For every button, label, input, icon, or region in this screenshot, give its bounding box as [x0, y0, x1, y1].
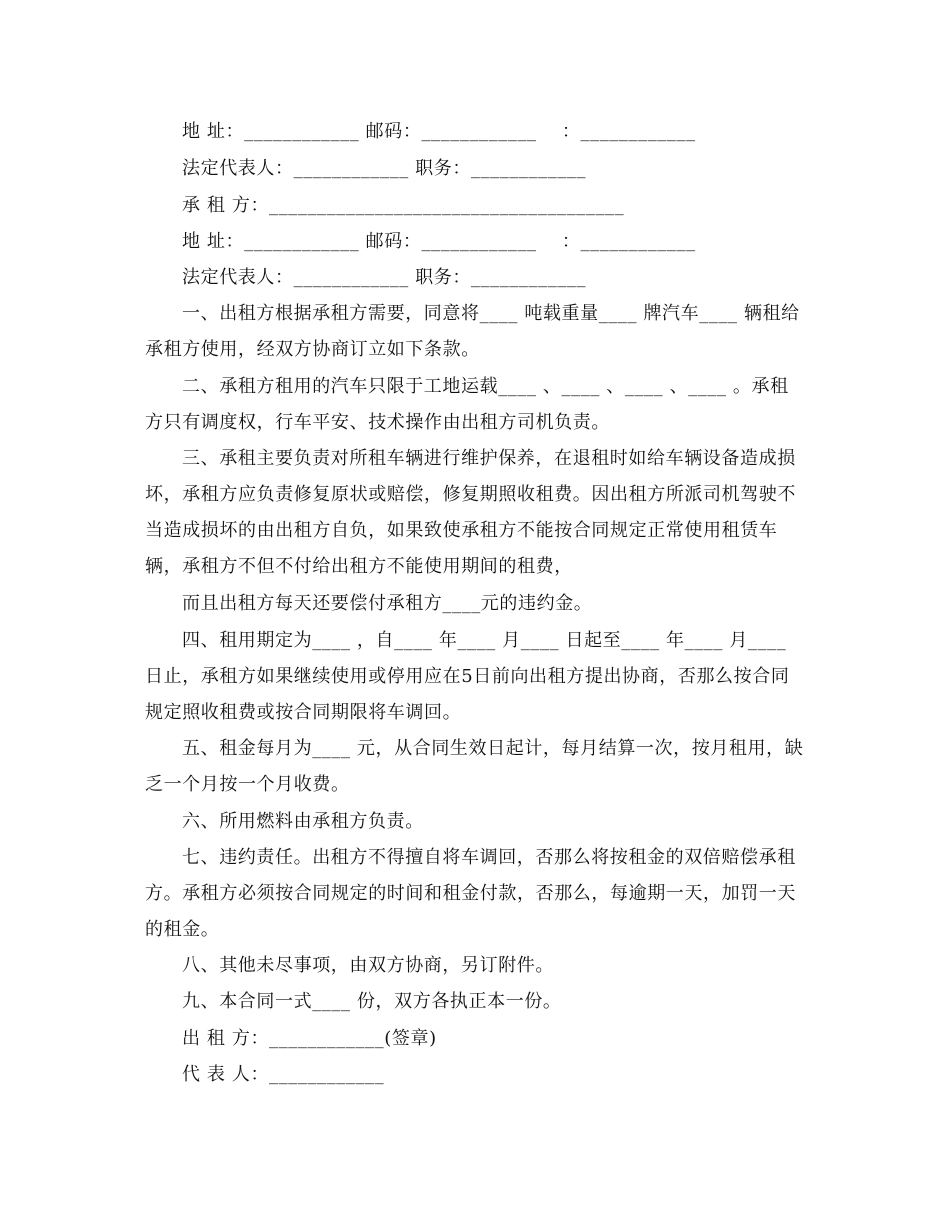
clause-4-line-1: 四、租用期定为____ ，自____ 年____ 月____ 日起至____ 年____ 月____ — [182, 630, 787, 651]
lessor-rep-line: 法定代表人：____________ 职务：____________ — [182, 158, 587, 179]
clause-5-line-1: 五、租金每月为____ 元，从合同生效日起计，每月结算一次，按月租用，缺 — [182, 738, 804, 759]
lessee-rep-line: 法定代表人：____________ 职务：____________ — [182, 267, 587, 288]
clause-5-line-2: 乏一个月按一个月收费。 — [145, 774, 350, 795]
clause-4-line-2: 日止，承租方如果继续使用或停用应在5日前向出租方提出协商，否那么按合同 — [145, 666, 790, 687]
clause-1-line-2: 承租方使用，经双方协商订立如下条款。 — [145, 339, 480, 360]
clause-3-line-4: 辆，承租方不但不付给出租方不能使用期间的租费， — [145, 556, 573, 577]
signature-lessor-line: 出 租 方：____________(签章) — [182, 1028, 437, 1049]
clause-3-line-5: 而且出租方每天还要偿付承租方____元的违约金。 — [182, 593, 593, 614]
clause-8-line: 八、其他未尽事项，由双方协商，另订附件。 — [182, 955, 554, 976]
clause-2-line-1: 二、承租方租用的汽车只限于工地运载____ 、____ 、____ 、____ 。承租 — [182, 376, 789, 397]
signature-rep-line: 代 表 人：____________ — [182, 1064, 385, 1085]
clause-2-line-2: 方只有调度权，行车平安、技术操作由出租方司机负责。 — [145, 412, 610, 433]
lessee-name-line: 承 租 方：_____________________________________ — [182, 195, 625, 216]
lessor-address-line: 地 址：____________ 邮码：____________ ：____________ — [182, 121, 696, 142]
clause-7-line-1: 七、违约责任。出租方不得擅自将车调回，否那么将按租金的双倍赔偿承租 — [182, 847, 796, 868]
clause-9-line: 九、本合同一式____ 份，双方各执正本一份。 — [182, 991, 562, 1012]
clause-1-line-1: 一、出租方根据承租方需要，同意将____ 吨载重量____ 牌汽车____ 辆租给 — [182, 303, 800, 324]
clause-3-line-3: 当造成损坏的由出租方自负，如果致使承租方不能按合同规定正常使用租赁车 — [145, 520, 778, 541]
lessee-address-line: 地 址：____________ 邮码：____________ ：____________ — [182, 231, 696, 252]
clause-4-line-3: 规定照收租费或按合同期限将车调回。 — [145, 702, 462, 723]
clause-7-line-3: 的租金。 — [145, 919, 220, 940]
clause-3-line-1: 三、承租主要负责对所租车辆进行维护保养，在退租时如给车辆设备造成损 — [182, 448, 796, 469]
clause-3-line-2: 坏，承租方应负责修复原状或赔偿，修复期照收租费。因出租方所派司机驾驶不 — [145, 484, 796, 505]
clause-6-line: 六、所用燃料由承租方负责。 — [182, 811, 424, 832]
clause-7-line-2: 方。承租方必须按合同规定的时间和租金付款，否那么，每逾期一天，加罚一天 — [145, 883, 796, 904]
